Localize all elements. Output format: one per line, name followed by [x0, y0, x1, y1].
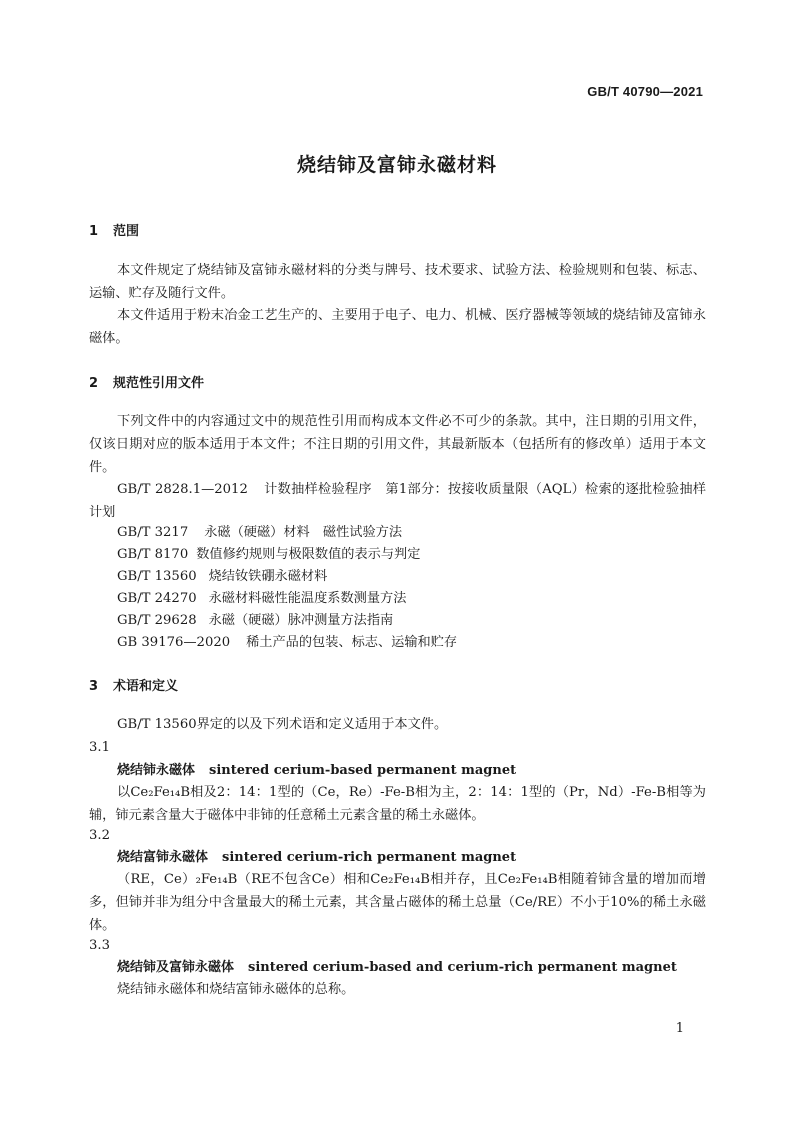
paragraph: 下列文件中的内容通过文中的规范性引用而构成本文件必不可少的条款。其中，注日期的引用文件，仅该日期对应的版本适用于本文件；不注日期的引用文件，其最新版本（包括所有的修改单）适用于本文件。: [89, 414, 706, 475]
section-1-heading: [89, 220, 139, 239]
reference-item: [117, 609, 393, 632]
reference-code: GB/T 24270: [117, 591, 197, 606]
paragraph: GB/T 13560界定的以及下列术语和定义适用于本文件。: [117, 717, 448, 732]
reference-title: 数值修约规则与极限数值的表示与判定: [196, 547, 421, 562]
term-name-zh: 烧结铈永磁体: [117, 763, 196, 778]
reference-code: GB/T 2828.1—2012: [117, 482, 248, 497]
reference-title: 永磁材料磁性能温度系数测量方法: [208, 591, 407, 606]
reference-item: [117, 565, 327, 588]
reference-item: [89, 478, 706, 524]
section-title: 范围: [113, 224, 140, 239]
term-definition: （RE，Ce）₂Fe₁₄B（RE不包含Ce）相和Ce₂Fe₁₄B相并存，且Ce₂Fe₁₄B相随着铈含量的增加而增多，但铈并非为组分中含量最大的稀土元素，其含量占磁体的稀土总量（Ce/RE）不小于10%的稀土永磁体。: [89, 872, 706, 933]
term-title: [117, 846, 516, 869]
term-definition: 烧结铈永磁体和烧结富铈永磁体的总称。: [117, 982, 355, 997]
term-name-en: sintered cerium-based and cerium-rich permanent magnet: [248, 960, 677, 975]
reference-code: GB 39176—2020: [117, 635, 231, 650]
section-number: 3: [89, 679, 99, 694]
page-number: 1: [675, 1021, 684, 1036]
section-2-heading: [89, 372, 204, 391]
reference-item: [117, 543, 420, 566]
section-number: 2: [89, 376, 99, 391]
reference-title: 永磁（硬磁）材料 磁性试验方法: [204, 525, 403, 540]
standard-number: GB/T 40790—2021: [587, 84, 703, 99]
section-number: 1: [89, 224, 99, 239]
paragraph: 本文件规定了烧结铈及富铈永磁材料的分类与牌号、技术要求、试验方法、检验规则和包装、标志、运输、贮存及随行文件。: [89, 263, 706, 301]
term-definition: 以Ce₂Fe₁₄B相及2：14：1型的（Ce，Re）-Fe-B相为主，2：14：1型的（Pr，Nd）-Fe-B相等为辅，铈元素含量大于磁体中非铈的任意稀土元素含量的稀土永磁体。: [89, 785, 706, 823]
term-title: [117, 759, 516, 782]
term-name-zh: 烧结铈及富铈永磁体: [117, 960, 235, 975]
term-name-en: sintered cerium-rich permanent magnet: [222, 850, 517, 865]
section-3-heading: [89, 675, 178, 694]
term-number: 3.3: [89, 938, 110, 953]
section-title: 术语和定义: [113, 679, 179, 694]
reference-item: [117, 631, 457, 654]
term-title: [117, 956, 677, 979]
reference-item: [117, 521, 402, 544]
document-title: 烧结铈及富铈永磁材料: [296, 154, 497, 176]
reference-title: 烧结钕铁硼永磁材料: [208, 569, 328, 584]
section-title: 规范性引用文件: [113, 376, 205, 391]
term-number: 3.2: [89, 828, 110, 843]
reference-code: GB/T 8170: [117, 547, 189, 562]
reference-title: 稀土产品的包装、标志、运输和贮存: [246, 635, 458, 650]
reference-code: GB/T 29628: [117, 613, 197, 628]
reference-item: [117, 587, 406, 610]
reference-title: 永磁（硬磁）脉冲测量方法指南: [208, 613, 394, 628]
reference-code: GB/T 13560: [117, 569, 197, 584]
paragraph: 本文件适用于粉末冶金工艺生产的、主要用于电子、电力、机械、医疗器械等领域的烧结铈及富铈永磁体。: [89, 308, 706, 346]
term-number: 3.1: [89, 740, 110, 755]
term-name-zh: 烧结富铈永磁体: [117, 850, 209, 865]
term-name-en: sintered cerium-based permanent magnet: [209, 763, 517, 778]
reference-title: 计数抽样检验程序 第1部分：按接收质量限（AQL）检索的逐批检验抽样计划: [89, 482, 706, 520]
reference-code: GB/T 3217: [117, 525, 189, 540]
